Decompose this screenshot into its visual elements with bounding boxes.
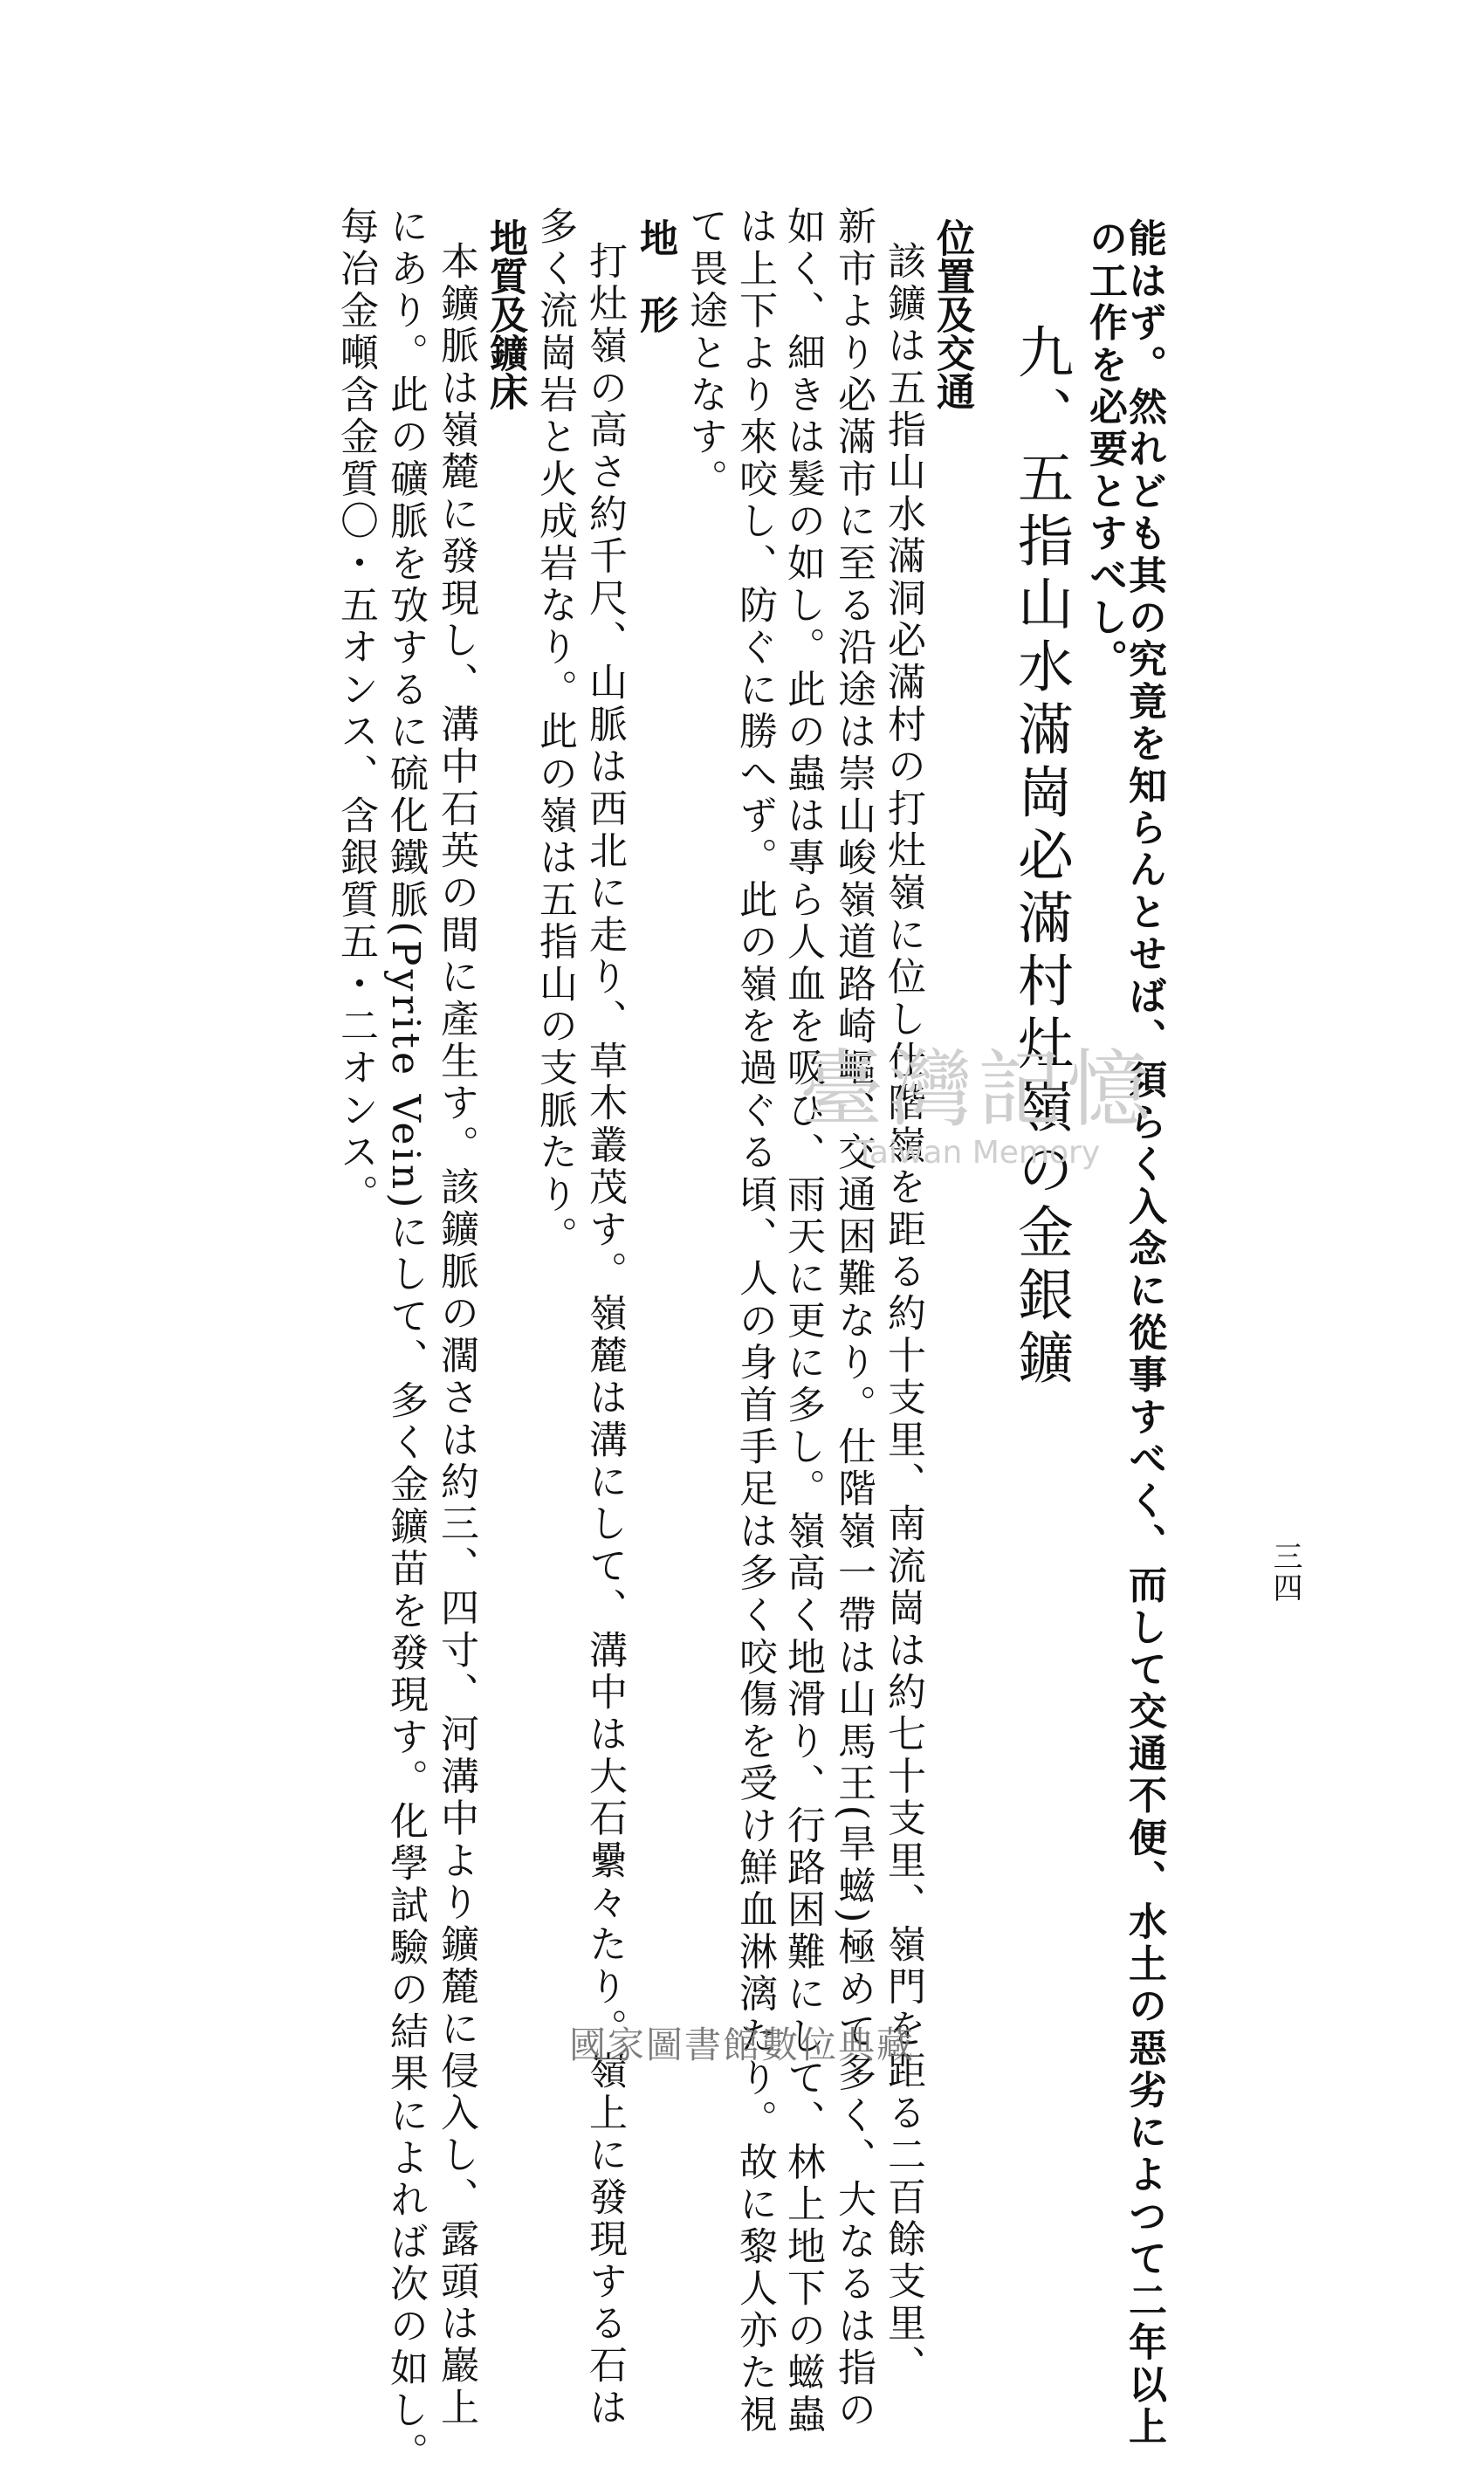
- footer-collection-label: 國家圖書館數位典藏: [568, 2024, 915, 2066]
- watermark-subtitle: Taiwan Memory: [855, 1135, 1101, 1171]
- watermark-logo: 臺灣記憶: [800, 1041, 1156, 1138]
- paragraph-line: は上下より來咬し、防ぐに勝へず。此の嶺を過ぐる頃、人の身首手足は多く咬傷を受け鮮血淋漓たり。故に黎人亦た視: [732, 206, 777, 2436]
- paragraph-line: 多く流崗岩と火成岩なり。此の嶺は五指山の支脈たり。: [532, 206, 577, 1258]
- paragraph-line: 本鑛脈は嶺麓に發現し、溝中石英の間に產生す。該鑛脈の濶さは約三、四寸、河溝中より鑛麓に侵入し、露頭は巖上: [434, 241, 478, 2429]
- paragraph-line: 每冶金噸含金質〇・五オンス、含銀質五・二オンス。: [333, 206, 378, 1216]
- paragraph-line: 打灶嶺の高さ約千尺、山脈は西北に走り、草木叢茂す。嶺麓は溝にして、溝中は大石纍々たり。嶺上に發現する石は: [582, 241, 627, 2429]
- continuation-line-1: 能はず。然れども其の究竟を知らんとせば、須らく入念に從事すべく、而して交通不便、水土の惡劣によつて二年以上: [1122, 218, 1166, 2449]
- watermark: [768, 1041, 1187, 1196]
- paragraph-line: にあり。此の礦脈を攷するに硫化鐵脈(Pyrite Vein)にして、多く金鑛苗を發現す。化學試驗の結果によれば次の如し。: [383, 206, 428, 2474]
- section-heading-topography: 地 形: [633, 218, 677, 333]
- section-heading-location: 位置及交通: [930, 218, 974, 410]
- paragraph-line: 該鑛は五指山水滿洞必滿村の打灶嶺に位し仕階嶺を距る約十支里、南流崗は約七十支里、嶺門を距る二百餘支里、: [881, 241, 925, 2388]
- paragraph-line: 如く、細きは髮の如し。此の蟲は專ら人血を吸ひ、雨天に更に多し。嶺高く地滑り、行路困難にして、林上地下の螆蟲: [780, 206, 825, 2436]
- page-number: 三四: [1268, 1541, 1302, 1604]
- section-heading-geology: 地質及鑛床: [483, 218, 527, 410]
- continuation-line-2: の工作を必要とすべし。: [1082, 218, 1127, 682]
- paragraph-line: て畏途となす。: [683, 206, 727, 501]
- chapter-title: 九、五指山水滿崗必滿村灶嶺の金銀鑛: [1008, 323, 1073, 1392]
- paragraph-line: 新市より必滿市に至る沿途は崇山峻嶺道路崎嶇、交通困難なり。仕階嶺一帶は山馬王(旱螆)極めて多く、大なるは指の: [831, 206, 876, 2432]
